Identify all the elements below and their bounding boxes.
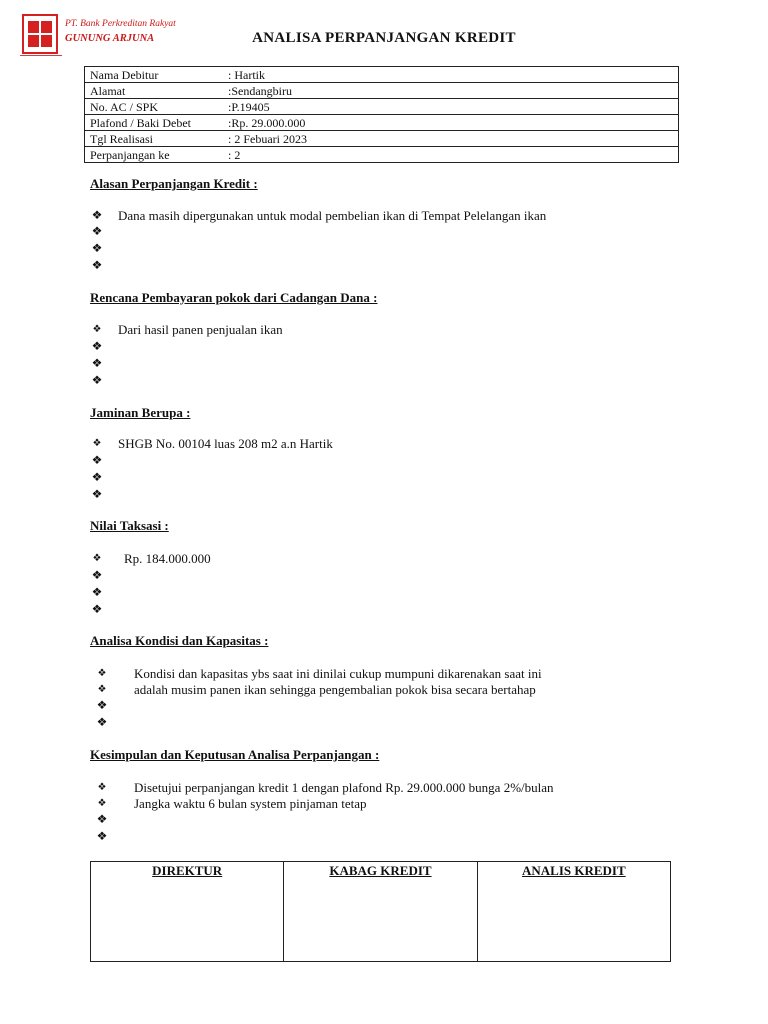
info-value: :P.19405 (223, 99, 679, 115)
section-title-rencana: Rencana Pembayaran pokok dari Cadangan Dana : (90, 290, 378, 305)
info-label: No. AC / SPK (85, 99, 224, 115)
info-row (85, 83, 679, 99)
info-label: Tgl Realisasi (85, 131, 224, 147)
bullet-icon: ❖ (97, 798, 107, 809)
bullet-icon: ❖ (91, 568, 103, 582)
section-item: SHGB No. 00104 luas 208 m2 a.n Hartik (118, 436, 333, 451)
logo-divider (20, 55, 62, 56)
section-item: Rp. 184.000.000 (124, 551, 211, 566)
bullet-icon: ❖ (92, 324, 102, 335)
info-label: Nama Debitur (85, 67, 224, 83)
info-row (85, 147, 679, 163)
bullet-icon: ❖ (91, 470, 103, 484)
info-value: : 2 (223, 147, 679, 163)
bullet-icon: ❖ (96, 829, 108, 843)
bullet-icon: ❖ (91, 339, 103, 353)
bullet-icon: ❖ (91, 373, 103, 387)
bullet-icon: ❖ (91, 602, 103, 616)
section-title-jaminan: Jaminan Berupa : (90, 405, 191, 420)
bullet-icon: ❖ (97, 668, 107, 679)
section-title-alasan: Alasan Perpanjangan Kredit : (90, 176, 258, 191)
signature-table (90, 861, 671, 962)
bullet-icon: ❖ (97, 684, 107, 695)
signature-cell-direktur: DIREKTUR (91, 862, 284, 962)
section-title-kondisi: Analisa Kondisi dan Kapasitas : (90, 633, 269, 648)
bullet-icon: ❖ (96, 812, 108, 826)
section-item: Disetujui perpanjangan kredit 1 dengan plafond Rp. 29.000.000 bunga 2%/bulan (134, 780, 554, 795)
debtor-info-table (84, 66, 679, 163)
section-item: Kondisi dan kapasitas ybs saat ini dinilai cukup mumpuni dikarenakan saat ini (134, 666, 542, 681)
info-label: Alamat (85, 83, 224, 99)
info-value: : 2 Febuari 2023 (223, 131, 679, 147)
bullet-icon: ❖ (91, 258, 103, 272)
info-label: Perpanjangan ke (85, 147, 224, 163)
info-label: Plafond / Baki Debet (85, 115, 224, 131)
signature-cell-analis-kredit: ANALIS KREDIT (477, 862, 670, 962)
section-item: Jangka waktu 6 bulan system pinjaman tetap (134, 796, 367, 811)
section-title-taksasi: Nilai Taksasi : (90, 518, 169, 533)
bullet-icon: ❖ (91, 208, 103, 222)
signature-cell-kabag-kredit: KABAG KREDIT (284, 862, 477, 962)
document-title: ANALISA PERPANJANGAN KREDIT (252, 30, 516, 46)
bullet-icon: ❖ (97, 782, 107, 793)
bullet-icon: ❖ (91, 487, 103, 501)
info-row (85, 67, 679, 83)
info-value: : Hartik (223, 67, 679, 83)
bullet-icon: ❖ (91, 224, 103, 238)
bullet-icon: ❖ (92, 553, 102, 564)
bullet-icon: ❖ (91, 356, 103, 370)
bullet-icon: ❖ (91, 585, 103, 599)
info-value: :Sendangbiru (223, 83, 679, 99)
info-row (85, 99, 679, 115)
bullet-icon: ❖ (92, 438, 102, 449)
section-title-kesimpulan: Kesimpulan dan Keputusan Analisa Perpanjangan : (90, 747, 380, 762)
org-name-line2: GUNUNG ARJUNA (65, 33, 155, 44)
org-name-line1: PT. Bank Perkreditan Rakyat (65, 19, 176, 29)
section-item: Dari hasil panen penjualan ikan (118, 322, 283, 337)
bullet-icon: ❖ (91, 241, 103, 255)
info-row (85, 131, 679, 147)
bullet-icon: ❖ (91, 453, 103, 467)
bullet-icon: ❖ (96, 715, 108, 729)
section-item: Dana masih dipergunakan untuk modal pembelian ikan di Tempat Pelelangan ikan (118, 208, 547, 223)
section-item: adalah musim panen ikan sehingga pengembalian pokok bisa secara bertahap (134, 682, 536, 697)
info-row (85, 115, 679, 131)
info-value: :Rp. 29.000.000 (223, 115, 679, 131)
bullet-icon: ❖ (96, 698, 108, 712)
